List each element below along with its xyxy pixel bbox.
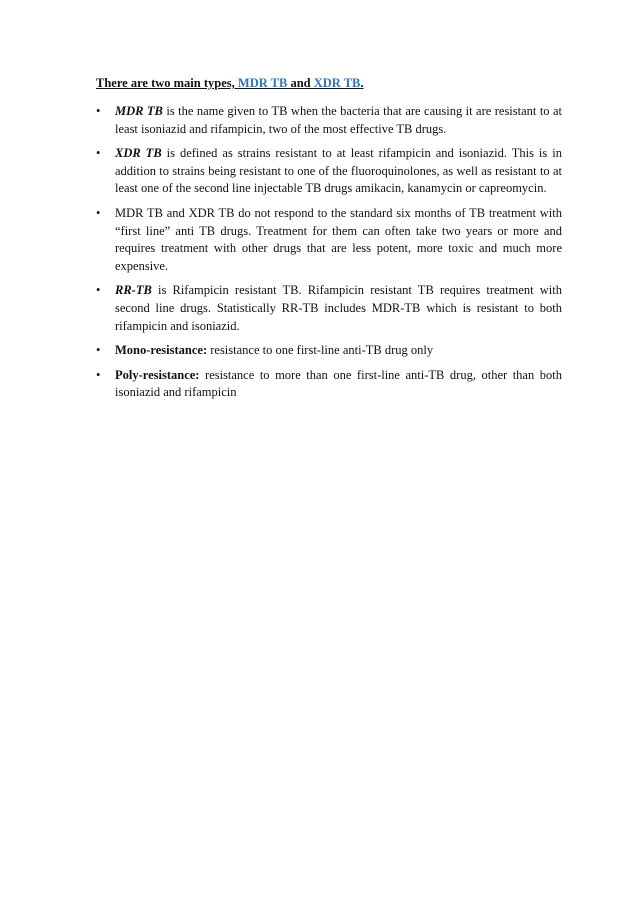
- list-item-rr-tb: [96, 282, 562, 335]
- heading-prefix: There are two main types,: [96, 76, 238, 90]
- term-poly-resistance: Poly-resistance:: [115, 367, 200, 382]
- section-heading: [96, 75, 562, 92]
- item-text: MDR TB and XDR TB do not respond to the standard six months of TB treatment with “first line” anti TB drugs. Treatment for them can often take two years or more and requires treatment with other drugs that are less potent, more toxic and much more expensive.: [115, 205, 562, 273]
- term-mono-resistance: Mono-resistance:: [115, 343, 208, 358]
- list-item-mdr-tb: [96, 103, 562, 138]
- item-text: is the name given to TB when the bacteria that are causing it are resistant to at least isoniazid and rifampicin, two of the most effective TB drugs.: [115, 104, 563, 136]
- bullet-icon: •: [96, 146, 101, 161]
- heading-and: and: [287, 76, 314, 90]
- term-mdr-tb: MDR TB: [115, 104, 163, 118]
- term-xdr-tb: XDR TB: [115, 146, 162, 161]
- bullet-icon: •: [96, 367, 101, 382]
- bullet-icon: •: [96, 283, 101, 298]
- heading-xdr-link: XDR TB: [313, 76, 361, 90]
- heading-suffix: .: [360, 76, 364, 90]
- list-item-xdr-tb: [96, 145, 562, 198]
- item-text: is Rifampicin resistant TB. Rifampicin resistant TB requires treatment with second line drugs. Statistically RR-TB includes MDR-TB which is resistant to both rifampicin and isoniazid.: [115, 283, 562, 333]
- heading-mdr-link: MDR TB: [237, 76, 288, 90]
- item-text: resistance to one first-line anti-TB drug only: [207, 343, 434, 358]
- item-text: resistance to more than one first-line anti-TB drug, other than both isoniazid and rifampicin: [115, 367, 562, 400]
- list-item-mono-resistance: [96, 342, 562, 360]
- list-item-poly-resistance: [96, 367, 562, 402]
- bullet-list: [96, 103, 562, 402]
- bullet-icon: •: [96, 205, 101, 220]
- term-rr-tb: RR-TB: [115, 283, 152, 298]
- document-content: [96, 75, 562, 409]
- bullet-icon: •: [96, 104, 101, 118]
- bullet-icon: •: [96, 343, 101, 358]
- list-item-treatment: [96, 205, 562, 275]
- item-text: is defined as strains resistant to at least rifampicin and isoniazid. This is in addition to strains being resistant to one of the fluoroquinolones, as well as resistant to at least one of the second line injectable TB drugs amikacin, kanamycin or capreomycin.: [115, 146, 562, 196]
